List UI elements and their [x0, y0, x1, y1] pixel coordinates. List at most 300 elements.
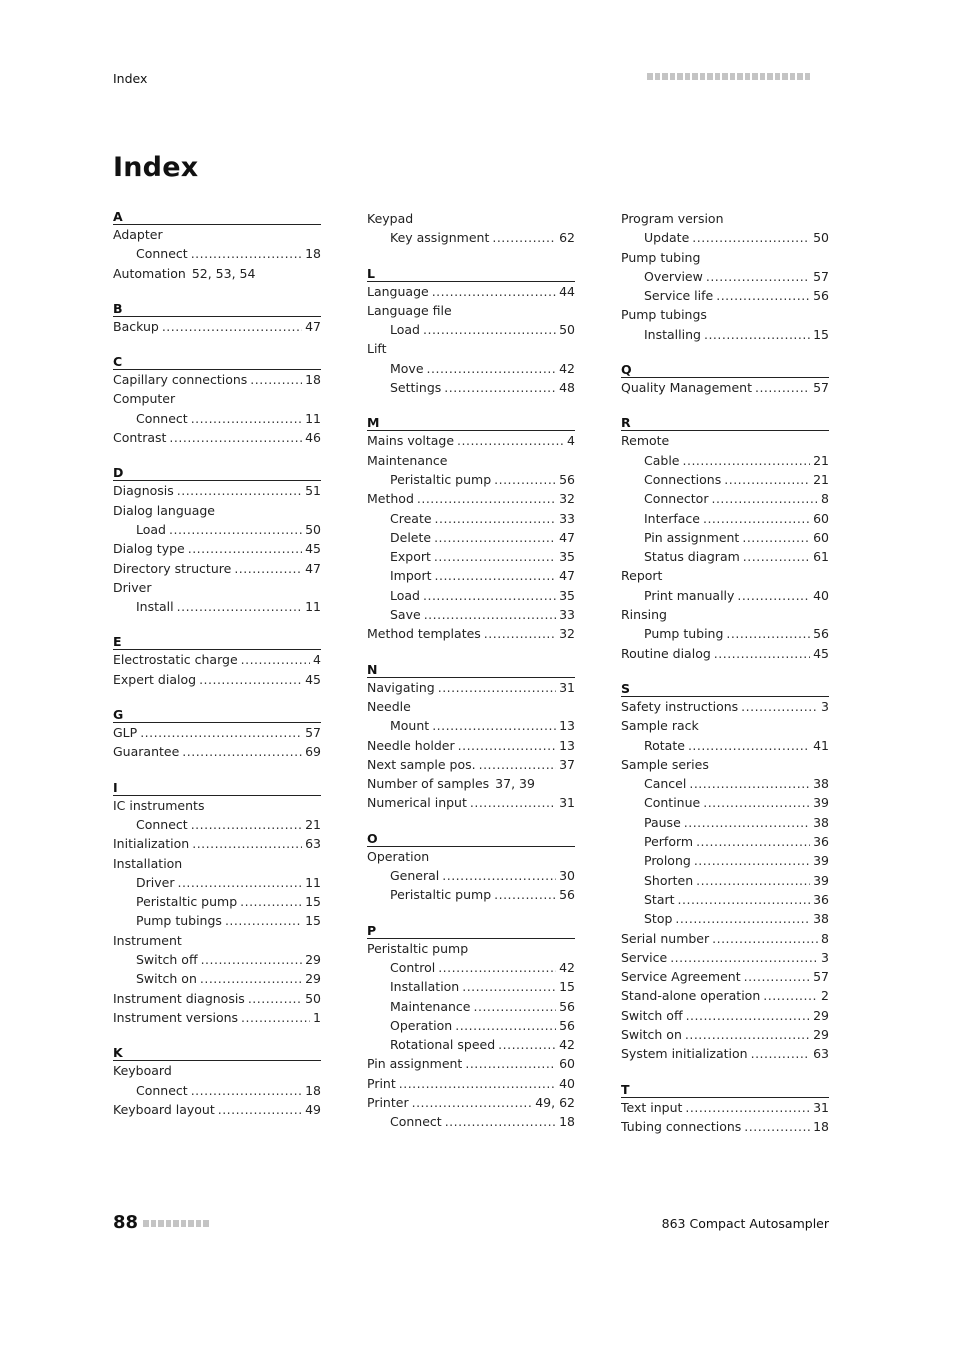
index-entry: [113, 650, 321, 669]
index-page-ref: 32: [559, 626, 575, 642]
index-page-ref: 49: [305, 1101, 321, 1117]
index-term: Update: [644, 230, 690, 246]
index-subentry: [621, 451, 829, 470]
dot-leader: [225, 911, 302, 930]
dot-leader: [744, 1117, 810, 1136]
dot-leader: [494, 885, 556, 904]
dot-leader: [675, 909, 810, 928]
dot-leader: [241, 650, 310, 669]
index-entry: [367, 451, 575, 470]
index-entry: [113, 1008, 321, 1027]
decor-square: [745, 73, 751, 80]
dot-leader: [494, 470, 556, 489]
dot-leader: [162, 317, 302, 336]
decor-square: [166, 1220, 172, 1227]
dot-leader: [177, 597, 302, 616]
index-term: Capillary connections: [113, 372, 248, 388]
index-term: Keyboard layout: [113, 1101, 215, 1117]
footer-decoration: [143, 1220, 209, 1227]
index-term: Overview: [644, 268, 703, 284]
index-term: Remote: [621, 433, 670, 449]
dot-leader: [479, 755, 557, 774]
dot-leader: [670, 948, 818, 967]
index-entry: [367, 1093, 575, 1112]
index-subentry: [621, 774, 829, 793]
index-letter-heading: K: [113, 1045, 321, 1061]
dot-leader: [465, 1054, 556, 1073]
dot-leader: [470, 793, 556, 812]
index-entry: [621, 967, 829, 986]
index-term: Instrument diagnosis: [113, 990, 245, 1006]
index-page-ref: 50: [813, 230, 829, 246]
index-term: Load: [390, 322, 420, 338]
index-page-ref: 36: [813, 834, 829, 850]
index-term: Method templates: [367, 626, 481, 642]
index-subentry: [367, 566, 575, 585]
dot-leader: [706, 267, 810, 286]
index-subentry: [367, 997, 575, 1016]
dot-leader: [445, 1112, 556, 1131]
index-page-ref: 18: [559, 1114, 575, 1130]
index-term: Contrast: [113, 430, 167, 446]
index-page-ref: 47: [305, 560, 321, 576]
decor-square: [196, 1220, 202, 1227]
index-letter-heading: M: [367, 415, 575, 431]
index-term: Keypad: [367, 211, 414, 226]
index-entry: [621, 1117, 829, 1136]
index-term: Prolong: [644, 853, 691, 869]
dot-leader: [712, 929, 818, 948]
index-term: Dialog language: [113, 502, 215, 518]
index-entry: [621, 644, 829, 663]
index-page-ref: 56: [559, 471, 575, 487]
index-letter-heading: P: [367, 923, 575, 939]
index-term: Needle holder: [367, 737, 455, 753]
index-page-ref: 57: [813, 380, 829, 396]
index-entry: [621, 1044, 829, 1063]
index-term: Pin assignment: [644, 529, 740, 545]
index-subentry: [113, 409, 321, 428]
dot-leader: [457, 431, 564, 450]
index-page-ref: 47: [305, 318, 321, 334]
decor-square: [685, 73, 691, 80]
dot-leader: [744, 967, 811, 986]
index-entry: [621, 755, 829, 774]
dot-leader: [191, 815, 302, 834]
index-entry: [621, 248, 829, 267]
dot-leader: [177, 481, 302, 500]
dot-leader: [694, 851, 810, 870]
index-subentry: [113, 815, 321, 834]
index-term: Rotate: [644, 737, 685, 753]
index-page-ref: 50: [305, 521, 321, 537]
decor-square: [730, 73, 736, 80]
index-entry: [367, 624, 575, 643]
index-entry: [367, 939, 575, 958]
index-subentry: [621, 736, 829, 755]
decor-square: [715, 73, 721, 80]
index-term: General: [390, 868, 440, 884]
index-page-ref: 29: [305, 971, 321, 987]
dot-leader: [704, 325, 810, 344]
index-term: Automation: [113, 265, 186, 281]
index-subentry: [367, 885, 575, 904]
dot-leader: [692, 228, 810, 247]
index-page-ref: 63: [813, 1046, 829, 1062]
index-letter-heading: G: [113, 707, 321, 723]
index-page-ref: 35: [559, 549, 575, 565]
index-letter-heading: S: [621, 681, 829, 697]
index-page-ref: 11: [305, 874, 321, 890]
index-page-ref: 47: [559, 568, 575, 584]
page-number: 88: [113, 1212, 139, 1233]
index-term: Next sample pos.: [367, 756, 476, 772]
index-entry: [113, 539, 321, 558]
decor-square: [707, 73, 713, 80]
index-page-ref: 8: [821, 930, 829, 946]
decor-square: [143, 1220, 149, 1227]
index-term: Installing: [644, 326, 701, 342]
decor-square: [677, 73, 683, 80]
index-letter-heading: R: [621, 415, 829, 431]
index-term: Install: [136, 599, 174, 615]
index-term: Print: [367, 1075, 396, 1091]
index-term: Switch off: [621, 1007, 683, 1023]
index-page-ref: 62: [559, 230, 575, 246]
dot-leader: [462, 977, 556, 996]
dot-leader: [685, 1098, 810, 1117]
index-page-ref: 3: [821, 949, 829, 965]
dot-leader: [234, 559, 302, 578]
index-entry: [113, 578, 321, 597]
decor-square: [790, 73, 796, 80]
index-entry: [113, 854, 321, 873]
index-term: Peristaltic pump: [390, 471, 492, 487]
index-page-ref: 42: [559, 1037, 575, 1053]
index-term: Continue: [644, 795, 701, 811]
index-entry: [621, 716, 829, 735]
index-subentry: [621, 851, 829, 870]
index-page-ref: 56: [813, 288, 829, 304]
index-term: Keyboard: [113, 1063, 172, 1079]
decor-square: [647, 73, 653, 80]
index-letter-heading: Q: [621, 362, 829, 378]
index-term: Status diagram: [644, 549, 740, 565]
index-page-ref: 29: [813, 1007, 829, 1023]
index-page-ref: 63: [305, 836, 321, 852]
index-entry: [113, 931, 321, 950]
index-term: Control: [390, 959, 436, 975]
index-term: Shorten: [644, 872, 694, 888]
index-page-ref: 15: [305, 913, 321, 929]
index-term: Tubing connections: [621, 1118, 742, 1134]
index-term: Program version: [621, 211, 724, 226]
index-entry: [113, 481, 321, 500]
index-term: Maintenance: [367, 452, 448, 468]
index-term: Report: [621, 568, 663, 584]
page-title: Index: [113, 152, 199, 183]
index-term: Text input: [621, 1099, 683, 1115]
dot-leader: [688, 736, 810, 755]
dot-leader: [696, 871, 810, 890]
index-page-ref: 50: [559, 322, 575, 338]
index-entry: [367, 339, 575, 358]
index-subentry: [367, 1035, 575, 1054]
index-entry: [621, 1098, 829, 1117]
index-term: Start: [644, 891, 675, 907]
dot-leader: [741, 697, 818, 716]
index-entry: [621, 209, 829, 228]
index-page-ref: 38: [813, 776, 829, 792]
index-term: Computer: [113, 391, 176, 407]
index-page-ref: 2: [821, 988, 829, 1004]
decor-square: [203, 1220, 209, 1227]
index-page-ref: 13: [559, 718, 575, 734]
dot-leader: [498, 1035, 556, 1054]
index-page-ref: 40: [559, 1075, 575, 1091]
index-page-ref: 47: [559, 529, 575, 545]
dot-leader: [455, 1016, 556, 1035]
index-subentry: [621, 286, 829, 305]
index-subentry: [367, 359, 575, 378]
index-term: Driver: [113, 579, 152, 595]
index-entry: [621, 929, 829, 948]
index-entry: [113, 989, 321, 1008]
decor-square: [662, 73, 668, 80]
index-term: Sample series: [621, 756, 709, 772]
dot-leader: [714, 644, 810, 663]
index-page-ref: 15: [813, 326, 829, 342]
index-term: Save: [390, 607, 421, 623]
dot-leader: [685, 1025, 810, 1044]
dot-leader: [218, 1100, 302, 1119]
dot-leader: [726, 624, 810, 643]
decor-square: [173, 1220, 179, 1227]
index-term: Service: [621, 949, 668, 965]
decor-square: [767, 73, 773, 80]
index-subentry: [367, 228, 575, 247]
index-term: Move: [390, 360, 424, 376]
index-page-ref: 56: [559, 998, 575, 1014]
dot-leader: [241, 1008, 310, 1027]
index-term: Export: [390, 549, 431, 565]
index-page-ref: 15: [305, 894, 321, 910]
index-page-ref: 29: [305, 952, 321, 968]
index-page-ref: 56: [559, 1017, 575, 1033]
dot-leader: [743, 547, 810, 566]
index-subentry: [367, 586, 575, 605]
index-term: Import: [390, 568, 432, 584]
dot-leader: [435, 509, 557, 528]
index-subentry: [621, 228, 829, 247]
decor-square: [797, 73, 803, 80]
index-page-ref: 52, 53, 54: [191, 265, 256, 281]
index-page-ref: 21: [305, 816, 321, 832]
dot-leader: [696, 832, 810, 851]
index-entry: [367, 301, 575, 320]
index-term: Print manually: [644, 587, 735, 603]
dot-leader: [438, 678, 556, 697]
index-page-ref: 60: [813, 510, 829, 526]
index-page-ref: 56: [559, 887, 575, 903]
index-subentry: [113, 873, 321, 892]
index-entry: [113, 796, 321, 815]
index-page-ref: 57: [305, 725, 321, 741]
decor-square: [760, 73, 766, 80]
index-page-ref: 57: [813, 268, 829, 284]
dot-leader: [417, 489, 556, 508]
dot-leader: [742, 528, 810, 547]
index-subentry: [367, 509, 575, 528]
index-term: Peristaltic pump: [390, 887, 492, 903]
index-term: Stop: [644, 911, 673, 927]
index-entry: [113, 501, 321, 520]
dot-leader: [474, 997, 557, 1016]
index-subentry: [621, 832, 829, 851]
index-subentry: [113, 520, 321, 539]
index-entry: [621, 378, 829, 397]
dot-leader: [188, 539, 302, 558]
index-subentry: [113, 597, 321, 616]
index-letter-heading: T: [621, 1082, 829, 1098]
index-subentry: [621, 470, 829, 489]
decor-square: [737, 73, 743, 80]
dot-leader: [458, 736, 556, 755]
index-term: Safety instructions: [621, 698, 739, 714]
dot-leader: [737, 586, 810, 605]
index-term: Electrostatic charge: [113, 652, 238, 668]
index-page-ref: 29: [813, 1026, 829, 1042]
dot-leader: [140, 723, 302, 742]
index-page-ref: 33: [559, 510, 575, 526]
index-term: Driver: [136, 874, 175, 890]
decor-square: [151, 1220, 157, 1227]
index-column-3: [621, 209, 829, 1136]
index-letter-heading: L: [367, 266, 575, 282]
decor-square: [722, 73, 728, 80]
index-page-ref: 69: [305, 744, 321, 760]
index-term: Connections: [644, 471, 722, 487]
dot-leader: [678, 890, 811, 909]
index-subentry: [621, 547, 829, 566]
index-entry: [621, 948, 829, 967]
dot-leader: [169, 428, 302, 447]
index-entry: [113, 559, 321, 578]
index-term: Directory structure: [113, 560, 232, 576]
index-term: Needle: [367, 698, 411, 714]
index-term: Navigating: [367, 679, 435, 695]
index-subentry: [367, 958, 575, 977]
index-entry: [113, 389, 321, 408]
index-term: Maintenance: [390, 998, 471, 1014]
index-page-ref: 40: [813, 587, 829, 603]
dot-leader: [724, 470, 810, 489]
index-subentry: [621, 528, 829, 547]
index-term: Connect: [136, 246, 188, 262]
dot-leader: [424, 605, 556, 624]
index-term: Create: [390, 510, 432, 526]
index-page-ref: 18: [305, 372, 321, 388]
index-subentry: [367, 977, 575, 996]
index-subentry: [367, 378, 575, 397]
index-term: Installation: [390, 979, 460, 995]
index-page-ref: 31: [559, 795, 575, 811]
index-subentry: [113, 244, 321, 263]
dot-leader: [751, 1044, 810, 1063]
dot-leader: [201, 950, 303, 969]
index-entry: [113, 428, 321, 447]
dot-leader: [716, 286, 810, 305]
index-term: Delete: [390, 529, 432, 545]
index-page-ref: 11: [305, 410, 321, 426]
dot-leader: [192, 834, 302, 853]
dot-leader: [177, 873, 302, 892]
index-term: Settings: [390, 380, 442, 396]
index-term: Backup: [113, 318, 159, 334]
index-page-ref: 44: [559, 283, 575, 299]
index-entry: [367, 755, 575, 774]
index-entry: [367, 793, 575, 812]
index-term: Sample rack: [621, 718, 699, 734]
index-entry: [621, 605, 829, 624]
index-letter-heading: D: [113, 465, 321, 481]
dot-leader: [763, 986, 818, 1005]
dot-leader: [435, 566, 557, 585]
dot-leader: [182, 742, 302, 761]
index-term: Connect: [390, 1114, 442, 1130]
decor-square: [692, 73, 698, 80]
index-subentry: [621, 890, 829, 909]
dot-leader: [432, 716, 556, 735]
index-subentry: [113, 1081, 321, 1100]
dot-leader: [683, 451, 811, 470]
dot-leader: [412, 1093, 533, 1112]
index-letter-heading: N: [367, 662, 575, 678]
dot-leader: [200, 969, 302, 988]
index-entry: [367, 1054, 575, 1073]
index-page-ref: 11: [305, 599, 321, 615]
dot-leader: [492, 228, 556, 247]
decor-square: [775, 73, 781, 80]
index-page-ref: 56: [813, 626, 829, 642]
index-term: Stand-alone operation: [621, 988, 761, 1004]
index-subentry: [621, 909, 829, 928]
index-term: Language file: [367, 302, 452, 318]
dot-leader: [444, 378, 556, 397]
index-subentry: [621, 489, 829, 508]
index-subentry: [367, 1112, 575, 1131]
index-page-ref: 45: [813, 645, 829, 661]
index-entry: [113, 1061, 321, 1080]
index-term: Pump tubing: [644, 626, 724, 642]
index-page-ref: 1: [313, 1009, 321, 1025]
index-page-ref: 33: [559, 607, 575, 623]
index-term: Mount: [390, 718, 430, 734]
index-term: Guarantee: [113, 744, 180, 760]
index-subentry: [621, 624, 829, 643]
index-term: Expert dialog: [113, 671, 197, 687]
index-entry: [621, 697, 829, 716]
index-page-ref: 39: [813, 872, 829, 888]
index-term: IC instruments: [113, 797, 205, 813]
footer-product-name: 863 Compact Autosampler: [661, 1216, 829, 1231]
index-subentry: [621, 813, 829, 832]
index-page-ref: 35: [559, 587, 575, 603]
decor-square: [188, 1220, 194, 1227]
index-page-ref: 42: [559, 360, 575, 376]
dot-leader: [442, 866, 556, 885]
index-subentry: [367, 547, 575, 566]
